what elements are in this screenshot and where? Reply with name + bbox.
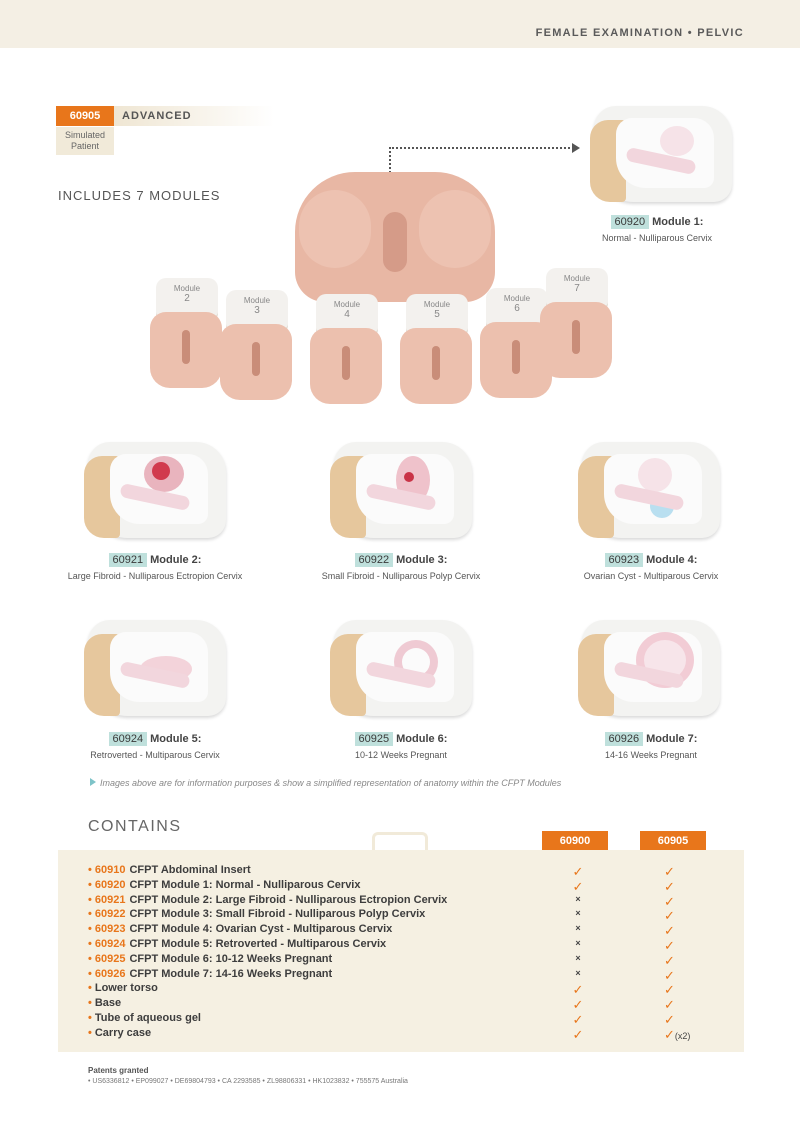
module-3-desc: Small Fibroid - Nulliparous Polyp Cervix — [321, 571, 481, 581]
row-code: 60926 — [94, 967, 126, 980]
row-item: CFPT Module 4: Ovarian Cyst - Multiparous Cervix — [129, 923, 393, 936]
row-code: 60925 — [94, 952, 126, 965]
row-item: CFPT Module 5: Retroverted - Multiparous Cervix — [129, 937, 387, 950]
contents-rows — [88, 864, 728, 1042]
module-3-caption — [306, 553, 496, 581]
check-icon: ✓ — [664, 937, 675, 953]
module-7-caption — [556, 732, 746, 760]
bullet-icon: • — [88, 1026, 92, 1039]
triangle-bullet-icon — [90, 778, 96, 786]
row-item: CFPT Module 2: Large Fibroid - Nulliparous Ectropion Cervix — [129, 893, 448, 906]
check-icon: ✓ — [572, 864, 584, 879]
module-4-desc: Ovarian Cyst - Multiparous Cervix — [583, 571, 719, 581]
table-row — [88, 894, 728, 909]
bullet-icon: • — [88, 952, 92, 965]
cross-icon: × — [575, 923, 581, 934]
cross-icon: × — [575, 937, 581, 948]
product-level: ADVANCED — [114, 106, 274, 126]
module-6-caption — [306, 732, 496, 760]
bullet-icon: • — [88, 937, 92, 950]
table-row — [88, 997, 728, 1012]
table-row — [88, 923, 728, 938]
row-item: CFPT Abdominal Insert — [129, 864, 251, 876]
cross-icon: × — [575, 952, 581, 963]
cross-icon: × — [575, 967, 581, 978]
check-icon: ✓ — [572, 1026, 584, 1042]
header-bar — [0, 0, 800, 48]
torso-module-2: Module 2 — [146, 278, 224, 390]
check-icon: ✓ — [572, 982, 584, 998]
module-2-image — [80, 432, 230, 542]
module-4-caption — [556, 553, 746, 581]
check-icon: ✓ — [664, 878, 675, 894]
module-5-name: Module 5: — [150, 733, 202, 745]
bullet-icon: • — [88, 967, 92, 980]
module-5-code: 60924 — [109, 732, 148, 746]
row-item: CFPT Module 1: Normal - Nulliparous Cervix — [129, 878, 361, 891]
check-icon: ✓ — [664, 982, 675, 998]
row-code: 60923 — [94, 923, 126, 936]
check-icon: ✓ — [664, 952, 675, 968]
product-subtitle: Simulated Patient — [56, 127, 114, 155]
carry-case-handle-icon — [372, 832, 428, 852]
table-row — [88, 879, 728, 894]
column-60905: 60905 — [640, 831, 706, 851]
check-icon: ✓ — [664, 864, 675, 879]
torso-left-thigh — [299, 190, 371, 268]
bullet-icon: • — [88, 1011, 92, 1024]
row-item: Base — [94, 997, 122, 1010]
module-4-code: 60923 — [605, 553, 644, 567]
check-icon: ✓ — [572, 997, 584, 1013]
module-6-code: 60925 — [355, 732, 394, 746]
table-row — [88, 982, 728, 997]
check-icon: ✓ — [664, 1011, 675, 1027]
check-icon: ✓ — [664, 1026, 675, 1042]
row-code: 60922 — [94, 908, 126, 921]
module-2-name: Module 2: — [150, 554, 202, 566]
row-item: Lower torso — [94, 982, 158, 995]
bullet-icon: • — [88, 878, 92, 891]
row-code: 60921 — [94, 893, 126, 906]
lower-torso-image — [295, 172, 495, 302]
table-row — [88, 938, 728, 953]
row-item: CFPT Module 3: Small Fibroid - Nulliparous Polyp Cervix — [129, 908, 426, 921]
row-item: Tube of aqueous gel — [94, 1011, 201, 1024]
check-icon: ✓ — [664, 967, 675, 983]
module-4-name: Module 4: — [646, 554, 698, 566]
check-icon: ✓ — [664, 997, 675, 1013]
check-icon: ✓ — [664, 893, 675, 909]
module-7-name: Module 7: — [646, 733, 698, 745]
row-item: CFPT Module 7: 14-16 Weeks Pregnant — [129, 967, 333, 980]
patents-heading: Patents granted — [88, 1066, 149, 1075]
quantity-note: (x2) — [674, 1030, 691, 1041]
row-code: 60910 — [94, 864, 126, 876]
torso-module-7: Module 7 — [536, 268, 614, 380]
pointer-arrow-icon — [572, 143, 580, 153]
check-icon: ✓ — [572, 878, 584, 894]
info-note — [90, 778, 561, 788]
module-4-image — [574, 432, 724, 542]
row-item: Carry case — [94, 1026, 152, 1039]
module-2-desc: Large Fibroid - Nulliparous Ectropion Cervix — [67, 571, 243, 581]
module-6-desc: 10-12 Weeks Pregnant — [355, 750, 447, 760]
module-1-code: 60920 — [611, 215, 650, 229]
cross-icon: × — [575, 893, 581, 904]
table-row — [88, 908, 728, 923]
table-row — [88, 864, 728, 879]
torso-right-thigh — [419, 190, 491, 268]
torso-modules-illustration — [140, 168, 660, 418]
module-5-caption — [60, 732, 250, 760]
bullet-icon: • — [88, 864, 92, 876]
pointer-line-horizontal — [389, 147, 574, 149]
product-tag — [56, 106, 192, 155]
check-icon: ✓ — [664, 923, 675, 939]
row-code: 60924 — [94, 937, 126, 950]
module-7-image — [574, 610, 724, 720]
module-6-image — [326, 610, 476, 720]
module-1-desc: Normal - Nulliparous Cervix — [601, 233, 713, 243]
torso-module-4: Module 4 — [306, 294, 384, 406]
contains-heading: CONTAINS — [88, 818, 182, 835]
row-code: 60920 — [94, 878, 126, 891]
module-1-image — [586, 96, 736, 206]
torso-vulva — [383, 212, 407, 272]
module-5-image — [80, 610, 230, 720]
module-3-name: Module 3: — [396, 554, 448, 566]
bullet-icon: • — [88, 982, 92, 995]
bullet-icon: • — [88, 893, 92, 906]
column-60900: 60900 — [542, 831, 608, 851]
torso-module-5: Module 5 — [396, 294, 474, 406]
cross-icon: × — [575, 908, 581, 919]
product-code: 60905 — [56, 106, 114, 126]
table-row — [88, 1027, 728, 1042]
module-3-code: 60922 — [355, 553, 394, 567]
bullet-icon: • — [88, 908, 92, 921]
module-6-name: Module 6: — [396, 733, 448, 745]
module-7-code: 60926 — [605, 732, 644, 746]
module-3-image — [326, 432, 476, 542]
table-row — [88, 953, 728, 968]
patents-list: • US6336812 • EP099027 • DE69804793 • CA 2293585 • ZL98806331 • HK1023832 • 755575 Australia — [88, 1078, 408, 1085]
bullet-icon: • — [88, 923, 92, 936]
check-icon: ✓ — [664, 908, 675, 924]
page-title: FEMALE EXAMINATION • PELVIC — [535, 27, 744, 39]
table-row — [88, 1012, 728, 1027]
module-5-desc: Retroverted - Multiparous Cervix — [90, 750, 220, 760]
torso-module-6: Module 6 — [476, 288, 554, 400]
module-7-desc: 14-16 Weeks Pregnant — [605, 750, 697, 760]
torso-module-3: Module 3 — [216, 290, 294, 402]
module-2-code: 60921 — [109, 553, 148, 567]
module-2-caption — [60, 553, 250, 581]
module-1-name: Module 1: — [652, 216, 704, 228]
table-row — [88, 968, 728, 983]
includes-label: INCLUDES 7 MODULES — [58, 188, 221, 203]
bullet-icon: • — [88, 997, 92, 1010]
info-note-text: Images above are for information purposes & show a simplified representation of anatomy within the CFPT Modules — [100, 778, 562, 788]
row-item: CFPT Module 6: 10-12 Weeks Pregnant — [129, 952, 333, 965]
module-1-caption — [572, 215, 742, 243]
check-icon: ✓ — [572, 1011, 584, 1027]
